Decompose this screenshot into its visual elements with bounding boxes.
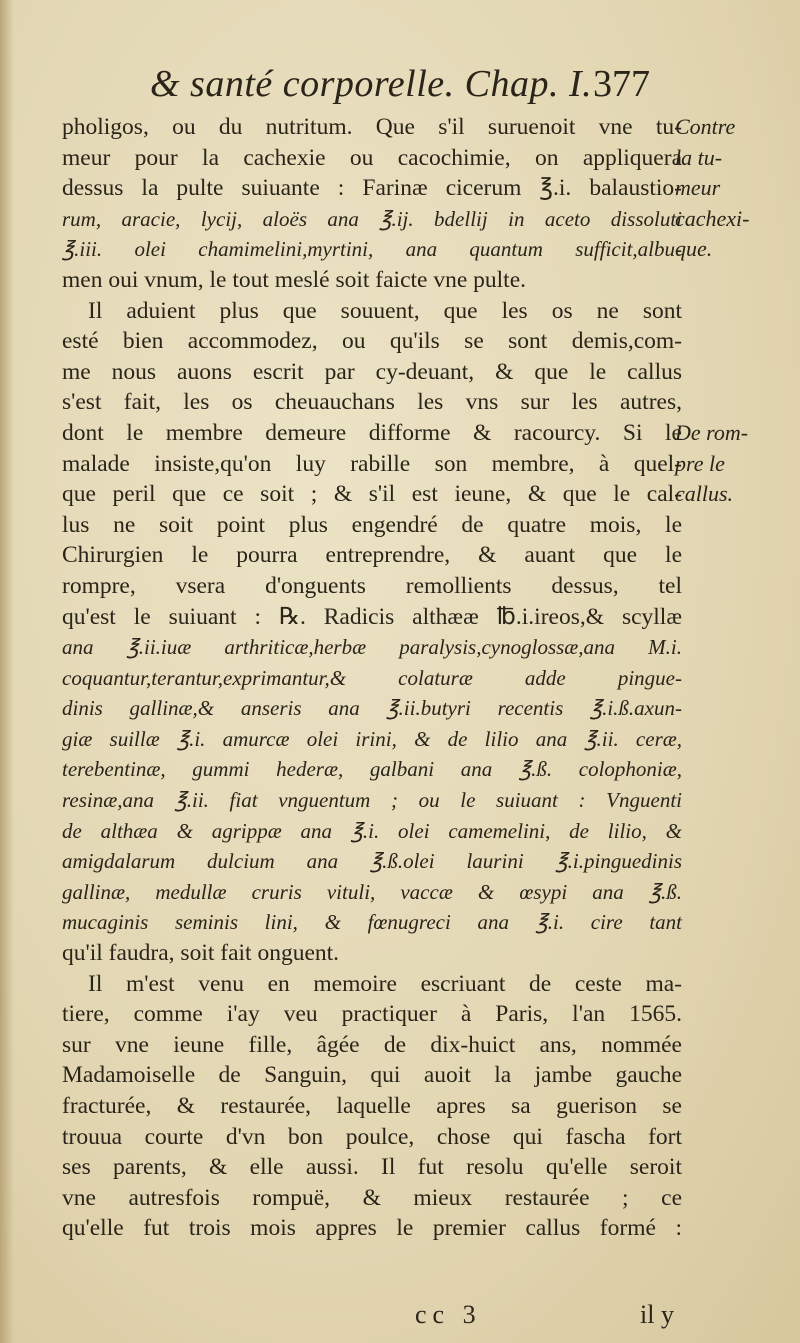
- text-line: gallinæ, medullæ cruris vituli, vaccæ & œsypi ana ℥.ß.: [62, 879, 682, 904]
- text-line: qu'est le suiuant : ℞. Radicis althææ ℔.i.ireos,& scyllæ: [62, 603, 682, 630]
- text-line: rompre, vsera d'onguents remollients dessus, tel: [62, 572, 682, 599]
- text-line: coquantur,terantur,exprimantur,& colaturæ adde pingue-: [62, 665, 682, 690]
- text-line: dinis gallinæ,& anseris ana ℥.ii.butyri recentis ℥.i.ß.axun-: [62, 696, 682, 721]
- text-line: s'est fait, les os cheuauchans les vns sur les autres,: [62, 389, 682, 416]
- page-header: [0, 62, 800, 112]
- text-line: qu'elle fut trois mois appres le premier callus formé :: [62, 1215, 682, 1242]
- text-line: Il m'est venu en memoire escriuant de ceste ma-: [88, 970, 682, 997]
- text-line: sur vne ieune fille, âgée de dix-huict ans, nommée: [62, 1031, 682, 1058]
- text-line: esté bien accommodez, ou qu'ils se sont demis,com-: [62, 328, 682, 355]
- catchword: il y: [640, 1300, 674, 1329]
- text-line: dont le membre demeure difforme & racourcy. Si le: [62, 419, 682, 446]
- text-line: dessus la pulte suiuante : Farinæ cicerum ℥.i. balaustio-: [62, 175, 682, 202]
- text-line: Madamoiselle de Sanguin, qui auoit la jambe gauche: [62, 1062, 682, 1089]
- running-title: & santé corporelle. Chap. I.: [150, 63, 593, 105]
- text-line: de althæa & agrippæ ana ℥.i. olei camemelini, de lilio, &: [62, 818, 682, 843]
- text-line: ses parents, & elle aussi. Il fut resolu qu'elle seroit: [62, 1154, 682, 1181]
- page-number: 377: [593, 63, 650, 105]
- text-line: ℥.iii. olei chamimelini,myrtini, ana quantum sufficit,albu-: [62, 237, 682, 262]
- text-line: giæ suillæ ℥.i. amurcæ olei irini, & de lilio ana ℥.ii. ceræ,: [62, 726, 682, 751]
- text-line: amigdalarum dulcium ana ℥.ß.olei laurini ℥.i.pinguedinis: [62, 849, 682, 874]
- text-line: terebentinæ, gummi hederæ, galbani ana ℥.ß. colophoniæ,: [62, 757, 682, 782]
- text-line: resinæ,ana ℥.ii. fiat vnguentum ; ou le suiuant : Vnguenti: [62, 788, 682, 813]
- text-line: qu'il faudra, soit fait onguent.: [62, 940, 340, 967]
- margin-note: De rom- pre le callus.: [675, 420, 749, 507]
- text-line: fracturée, & restaurée, laquelle apres sa guerison se: [62, 1093, 682, 1119]
- text-line: tiere, comme i'ay veu practiquer à Paris, l'an 1565.: [62, 1001, 682, 1028]
- text-line: men oui vnum, le tout meslé soit faicte vne pulte.: [62, 266, 527, 293]
- text-line: pholigos, ou du nutritum. Que s'il suruenoit vne tu-: [62, 114, 682, 140]
- text-line: mucaginis seminis lini, & fœnugreci ana ℥.i. cire tant: [62, 910, 682, 935]
- text-line: lus ne soit point plus engendré de quatre mois, le: [62, 511, 682, 538]
- page-footer: [0, 1300, 800, 1336]
- text-line: vne autresfois rompuë, & mieux restaurée ; ce: [62, 1184, 682, 1211]
- margin-note: Contre la tu- meur cachexi- que.: [675, 114, 750, 262]
- text-line: ana ℥.ii.iuæ arthriticæ,herbæ paralysis,cynoglossæ,ana M.i.: [62, 635, 682, 660]
- text-line: meur pour la cachexie ou cacochimie, on appliquera: [62, 144, 682, 171]
- text-line: Il aduient plus que souuent, que les os ne sont: [88, 297, 682, 324]
- body-text: [62, 112, 682, 1244]
- text-line: me nous auons escrit par cy-deuant, & que le callus: [62, 358, 682, 385]
- text-line: rum, aracie, lycij, aloës ana ℥.ij. bdellij in aceto dissoluti: [62, 206, 682, 231]
- text-line: Chirurgien le pourra entreprendre, & auant que le: [62, 542, 682, 569]
- text-line: que peril que ce soit ; & s'il est ieune, & que le cal-: [62, 481, 682, 508]
- text-line: trouua courte d'vn bon poulce, chose qui faschа fort: [62, 1123, 682, 1150]
- signature-mark: cc 3: [415, 1300, 482, 1329]
- text-line: malade insiste,qu'on luy rabille son membre, à quel-: [62, 450, 682, 477]
